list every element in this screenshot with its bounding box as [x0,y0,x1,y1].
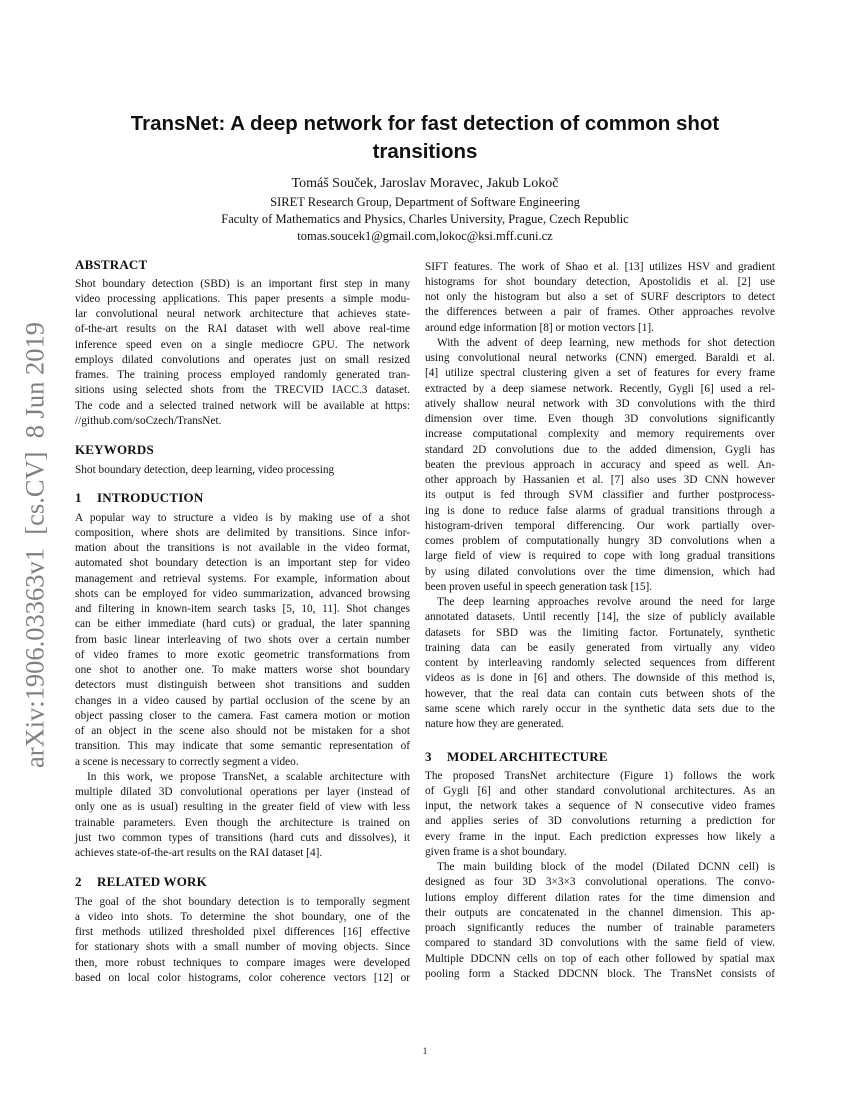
paragraph [425,860,775,982]
text-line: comes problem of computationally hungry 3D convolutions when a [425,535,775,547]
text-line: pooling form a Stacked DDCNN block. The TransNet consists of [425,967,775,980]
section-title: INTRODUCTION [97,490,204,505]
text-line: lar convolutional neural network architecture that achieves state- [75,308,410,320]
text-line: [4] utilize spectral clustering given a set of features for every frame [425,367,775,380]
text-line: their outputs are concatenated in the channel dimension. This ap- [425,906,775,919]
text-line: atively shallow neural network with 3D convolutions with the third [425,397,775,410]
paper-title [60,110,790,166]
model-architecture-body [425,769,775,983]
section-heading-model-architecture [425,749,775,765]
paragraph [75,277,410,430]
keywords-body [75,463,410,478]
text-line: Shot boundary detection (SBD) is an important first step in many [75,277,410,290]
section-heading-related-work [75,874,410,890]
text-line: designed as four 3D 3×3×3 convolutional operations. The convo- [425,876,775,889]
title-line: TransNet: A deep network for fast detection of common shot [130,112,720,135]
text-line: just two common types of transitions (hard cuts and dissolves), it [75,831,410,844]
text-line: proach significantly reduces the number of trainable parameters [425,922,775,934]
paragraph [75,895,410,987]
text-line: extracted by a deep siamese network. Recently, Gygli [6] used a rel- [425,382,775,395]
text-line: annotated datasets. Until recently [14], the size of publicly available [425,611,775,624]
text-line: A popular way to structure a video is by making use of a shot [75,511,410,524]
text-line: beaten the previous approach in accuracy and speed as well. An- [425,458,775,471]
text-line: lutions employ different dilation rates for the time dimension and [425,891,775,904]
section-number: 2 [75,874,82,889]
text-line: The proposed TransNet architecture (Figure 1) follows the work [425,769,775,782]
text-line: shots can be employed for video summarization, advanced browsing [75,587,410,600]
text-line: same scene which rarely occur in the synthetic data sets due to the [425,702,775,715]
arxiv-stamp: arXiv:1906.03363v1 [cs.CV] 8 Jun 2019 [19,321,50,769]
text-line: around edge information [8] or motion vectors [1]. [425,321,655,334]
section-heading-abstract [75,257,410,273]
text-line: The deep learning approaches revolve around the need for large [437,596,775,608]
text-line: large field of view is required to cope with long gradual transitions [425,550,775,563]
section-title: ABSTRACT [75,257,148,272]
text-line: automated shot boundary detection is an important step for video [75,557,410,570]
text-line: management and retrieval systems. For example, information about [75,572,410,585]
text-line: nature how they are generated. [425,718,564,730]
text-line: and filtering in known-item search tasks [5, 10, 11]. Shot changes [75,603,410,615]
text-line: input, the network takes a sequence of N consecutive video frames [425,800,775,812]
text-line: Shot boundary detection, deep learning, video processing [75,463,335,476]
related-work-continued [425,260,775,733]
text-line: not only the histogram but also a set of SURF descriptors to detect [425,291,775,303]
text-line: changes in a video caused by partial occlusion of the scene by an [75,694,410,707]
text-line: of video frames to more exotic geometric transformations from [75,648,410,661]
section-title: RELATED WORK [97,874,207,889]
text-line: a video into shots. To determine the shot boundary, one of the [75,910,410,923]
affiliation-university: Faculty of Mathematics and Physics, Charles University, Prague, Czech Republic [221,212,629,226]
section-number: 1 [75,490,82,505]
text-line: trainable parameters. Even though the architecture is trained on [75,816,410,829]
text-line: SIFT features. The work of Shao et al. [13] utilizes HSV and gradient [425,260,775,273]
text-line: transition. This may indicate that some semantic representation of [75,740,410,753]
text-line: other approach by Hassanien et al. [7] also uses 3D CNN however [425,474,775,486]
authors: Tomáš Souček, Jaroslav Moravec, Jakub Lokoč [291,176,559,191]
affiliation-group: SIRET Research Group, Department of Software Engineering [270,195,580,209]
paragraph [75,463,410,478]
text-line: employs dilated convolutions and operates just on small resized [75,353,410,366]
text-line: been proven useful in speech generation task [15]. [425,580,653,593]
paragraph [425,260,775,336]
text-line: //github.com/soCzech/TransNet. [75,414,222,427]
text-line: for stationary shots with a small number of moving objects. Since [75,941,410,954]
text-line: only one as is usual) resulting in the greater field of view with less [75,801,410,814]
text-line: inference speed even on a single mediocre GPU. The network [75,338,410,351]
text-line: Multiple DDCNN cells on top of each other followed by spatial max [425,952,775,965]
text-line: content by interleaving randomly selected sequences from different [425,657,775,669]
text-line: frames. The training process employed randomly generated tran- [75,369,410,381]
text-line: one shot to another one. To make matters worse shot boundary [75,664,410,676]
text-line: by using dilated convolutions over the time dimension, which had [425,565,775,578]
text-line: compared to standard 3D convolutions with the same field of view. [425,937,775,950]
section-heading-keywords [75,442,410,458]
text-line: sitions using selected shots from the TRECVID IACC.3 dataset. [75,384,410,397]
text-line: can be either immediate (hard cuts) or gradual, the later spanning [75,618,410,631]
text-line: increase computational complexity and memory requirements over [425,428,775,441]
introduction-body [75,511,410,862]
paragraph [425,769,775,861]
text-line: object passing closer to the camera. Fast camera motion or motion [75,709,410,722]
text-line: detectors must distinguish between shot transitions and sudden [75,679,410,692]
paragraph [425,336,775,595]
text-line: multiple dilated 3D convolutional operations per layer (instead of [75,786,410,798]
text-line: histograms for shot boundary detection, Apostolidis et al. [2] use [425,275,775,288]
text-line: using convolutional neural networks (CNN) emerged. Baraldi et al. [425,352,775,364]
text-line: the differences between a pair of frames. Other approaches revolve [425,306,775,319]
text-line: The code and a selected trained network will be available at https: [75,399,410,412]
text-line: of Gygli [6] and other standard convolutional architectures. As an [425,784,775,797]
page-number: 1 [422,1046,428,1056]
text-line: training data can be easily generated from virtually any video [425,641,775,654]
text-line: however, that the real data can contain cuts between shots of the [425,687,775,700]
text-line: a scene is necessary to correctly segment a video. [75,755,299,768]
text-line: then, more robust techniques to compare images were developed [75,956,410,969]
text-line: videos as is done in [6] and others. The downside of this method is, [425,672,775,685]
text-line: first methods utilized thresholded pixel differences [16] effective [75,926,410,938]
text-line: The goal of the shot boundary detection is to temporally segment [75,895,410,908]
text-line: of an object in the scene also should not be mistaken for a shot [75,725,410,737]
text-line: from basic linear interleaving of two shots over a certain number [75,633,410,646]
text-line: video processing applications. This paper presents a simple modu- [75,292,410,305]
text-line: its output is fed through SVM classifier and further postprocess- [425,489,775,502]
related-work-body [75,895,410,987]
text-line: With the advent of deep learning, new methods for shot detection [437,336,775,349]
text-line: given frame is a shot boundary. [425,845,567,858]
author-emails: tomas.soucek1@gmail.com,lokoc@ksi.mff.cuni.cz [297,229,553,243]
text-line: achieves state-of-the-art results on the RAI dataset [4]. [75,847,323,859]
paragraph [425,595,775,732]
text-line: every frame in the input. Each prediction expresses how likely a [425,830,775,843]
paragraph [75,770,410,862]
section-heading-introduction [75,490,410,506]
text-line: and applies series of 3D convolutions returning a prediction for [425,815,775,828]
text-line: based on local color histograms, color coherence vectors [12] or [75,971,410,984]
title-line: transitions [372,140,478,163]
text-line: histogram-driven temporal differencing. Our work partially over- [425,519,775,532]
section-title: KEYWORDS [75,442,154,457]
text-line: ing is done to reduce false alarms of gradual transitions through a [425,504,775,517]
text-line: mation about the transitions is not available in the video format, [75,542,410,554]
text-line: In this work, we propose TransNet, a scalable architecture with [87,770,410,783]
section-title: MODEL ARCHITECTURE [447,749,608,764]
text-line: datasets for SBD was the limiting factor. Fortunately, synthetic [425,626,775,639]
section-number: 3 [425,749,432,764]
text-line: dimension over time. Even though 3D convolutions significantly [425,413,775,425]
text-line: standard 2D convolutions due to the added dimension, Gygli has [425,443,775,456]
paragraph [75,511,410,770]
abstract-body [75,277,410,430]
text-line: The main building block of the model (Dilated DCNN cell) is [437,861,775,873]
text-line: composition, where shots are delimited by transitions. Since infor- [75,526,410,539]
text-line: of-the-art results on the RAI dataset with well above real-time [75,323,410,336]
